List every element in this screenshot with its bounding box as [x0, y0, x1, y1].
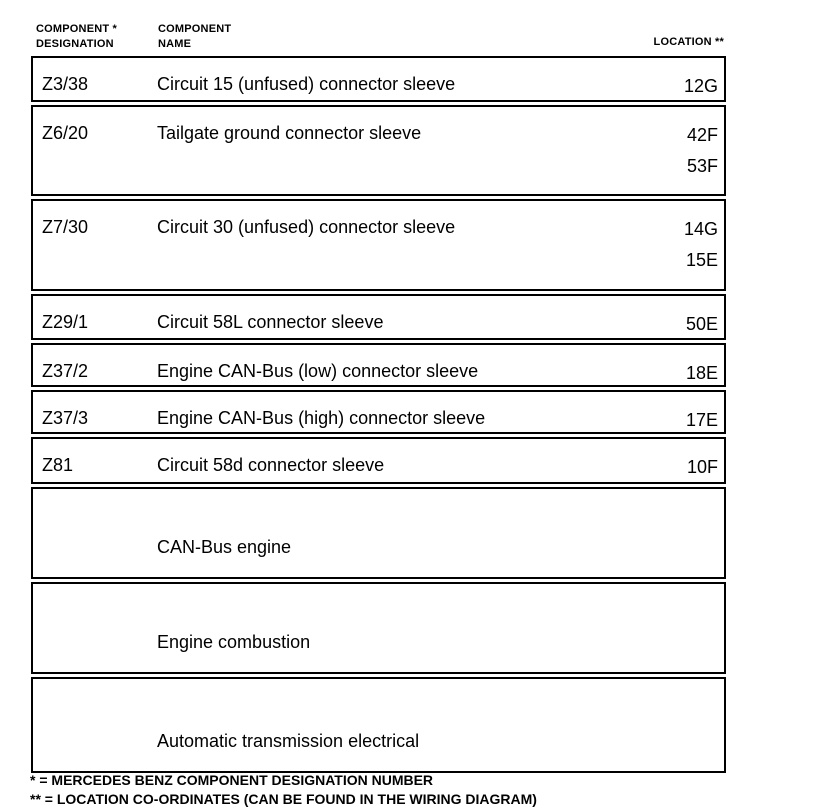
row-component-name: Engine CAN-Bus (high) connector sleeve: [157, 408, 486, 428]
row-locations: [684, 214, 718, 276]
row-locations: [684, 71, 718, 102]
section-row: [31, 487, 726, 579]
footnote-location: ** = LOCATION CO-ORDINATES (CAN BE FOUND IN THE WIRING DIAGRAM): [30, 791, 537, 807]
row-designation: Z81: [42, 455, 74, 475]
row-designation: Z7/30: [42, 217, 89, 237]
row-component-name: Circuit 15 (unfused) connector sleeve: [157, 74, 456, 94]
row-designation: Z37/2: [42, 361, 89, 381]
section-row: [31, 677, 726, 773]
row-location: 18E: [685, 363, 718, 383]
row-location: 14G: [683, 219, 718, 239]
table-row: [31, 294, 726, 340]
row-component-name: Circuit 30 (unfused) connector sleeve: [157, 217, 456, 237]
row-location: 10F: [686, 457, 718, 477]
row-locations: [686, 358, 718, 389]
row-locations: [686, 405, 718, 436]
header-designation-line2: DESIGNATION: [36, 38, 114, 50]
section-label: CAN-Bus engine: [157, 537, 292, 557]
row-designation: Z3/38: [42, 74, 89, 94]
row-designation: Z37/3: [42, 408, 89, 428]
row-component-name: Circuit 58d connector sleeve: [157, 455, 385, 475]
section-label: Engine combustion: [157, 632, 311, 652]
table-row: [31, 105, 726, 196]
row-location: 50E: [685, 314, 718, 334]
row-component-name: Tailgate ground connector sleeve: [157, 123, 422, 143]
section-label: Automatic transmission electrical: [157, 731, 420, 751]
row-location: 42F: [686, 125, 718, 145]
footnote-designation: * = MERCEDES BENZ COMPONENT DESIGNATION NUMBER: [30, 772, 434, 788]
header-designation: [36, 22, 117, 52]
header-name-line2: NAME: [158, 38, 192, 50]
row-location: 12G: [683, 76, 718, 96]
row-locations: [686, 309, 718, 340]
row-locations: [687, 452, 718, 483]
row-component-name: Circuit 58L connector sleeve: [157, 312, 384, 332]
header-component-name: [158, 22, 231, 52]
row-location: 15E: [685, 250, 718, 270]
row-designation: Z29/1: [42, 312, 89, 332]
row-locations: [687, 120, 718, 182]
row-location: 53F: [686, 156, 718, 176]
row-designation: Z6/20: [42, 123, 89, 143]
header-name-line1: COMPONENT: [158, 23, 232, 35]
header-location: LOCATION **: [653, 36, 724, 48]
component-table: [31, 56, 726, 776]
table-row: [31, 390, 726, 434]
table-row: [31, 437, 726, 484]
section-row: [31, 582, 726, 674]
table-row: [31, 343, 726, 387]
header-designation-line1: COMPONENT *: [36, 23, 118, 35]
row-location: 17E: [685, 410, 718, 430]
table-row: [31, 56, 726, 102]
table-row: [31, 199, 726, 291]
row-component-name: Engine CAN-Bus (low) connector sleeve: [157, 361, 479, 381]
